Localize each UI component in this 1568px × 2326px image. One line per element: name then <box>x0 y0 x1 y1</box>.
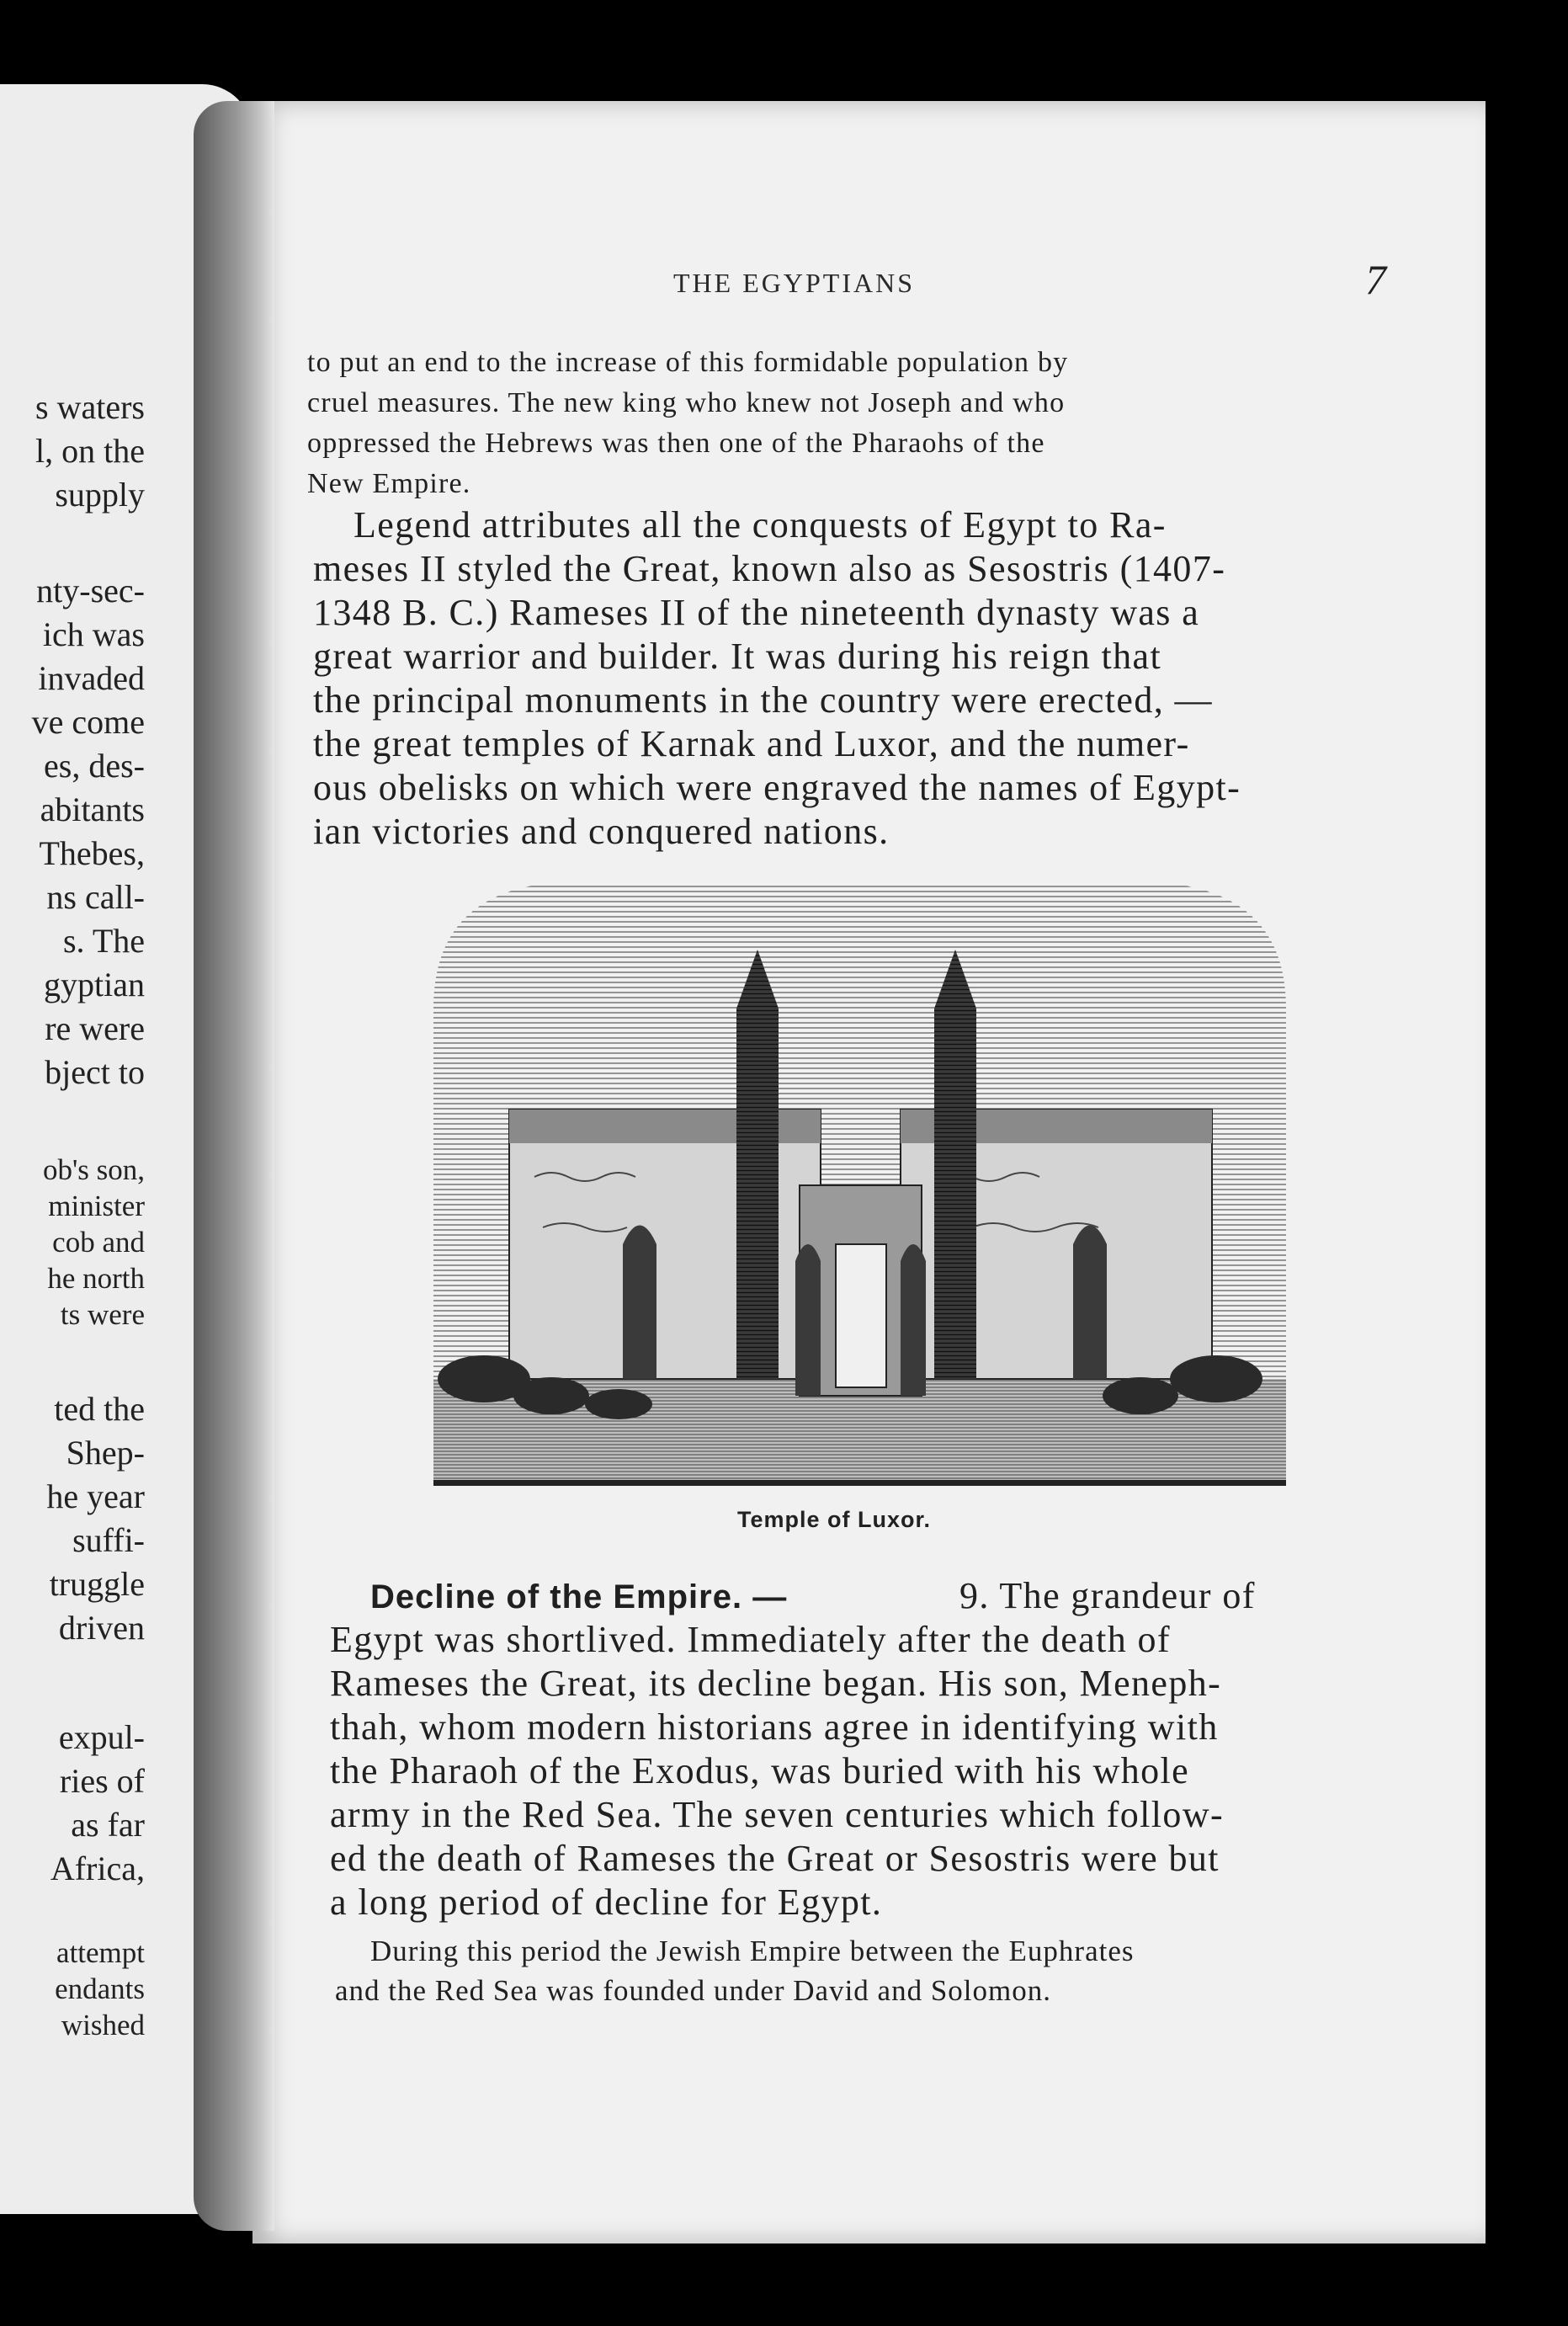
left-page-line: re were <box>45 1009 145 1047</box>
center-left-statue <box>795 1244 821 1396</box>
left-page-line: cob and <box>52 1226 145 1259</box>
left-page-line: Thebes, <box>39 834 145 872</box>
page-number: 7 <box>1365 256 1386 303</box>
paragraph-line: Egypt was shortlived. Immediately after the death of <box>330 1619 1171 1660</box>
left-page-line: endants <box>55 1972 145 2005</box>
left-page-line: minister <box>48 1190 145 1222</box>
left-page-line: Africa, <box>50 1850 145 1887</box>
intro-line: to put an end to the increase of this formidable population by <box>307 347 1069 378</box>
left-page-line: ve come <box>31 703 145 741</box>
left-statue <box>623 1226 656 1380</box>
left-page-line: driven <box>58 1609 145 1647</box>
left-page-line: he year <box>46 1477 145 1515</box>
left-page-line: gyptian <box>44 966 145 1003</box>
temple-of-luxor-engraving <box>433 874 1286 1486</box>
paragraph-line: ed the death of Rameses the Great or Sesostris were but <box>330 1838 1220 1879</box>
left-page-line: l, on the <box>35 432 145 470</box>
paragraph-line: a long period of decline for Egypt. <box>330 1882 883 1923</box>
paragraph-line: army in the Red Sea. The seven centuries which follow- <box>330 1794 1225 1835</box>
right-statue <box>1073 1226 1107 1380</box>
left-page-line: wished <box>61 2009 145 2041</box>
paragraph-line: 1348 B. C.) Rameses II of the nineteenth dynasty was a <box>313 592 1200 633</box>
note-line: During this period the Jewish Empire between the Euphrates <box>370 1935 1135 1967</box>
left-page-line: ich was <box>42 615 145 653</box>
left-page-line: ob's son, <box>42 1153 145 1186</box>
paragraph-line: thah, whom modern historians agree in identifying with <box>330 1706 1219 1748</box>
center-right-statue <box>901 1244 926 1396</box>
book-gutter <box>194 101 274 2231</box>
left-page-line: s waters <box>35 388 145 426</box>
left-page-line: truggle <box>49 1565 145 1603</box>
left-page-line: bject to <box>45 1053 145 1091</box>
left-page-line: s. The <box>62 922 145 960</box>
paragraph-line: the great temples of Karnak and Luxor, and the numer- <box>313 723 1190 764</box>
paragraph-line: great warrior and builder. It was during his reign that <box>313 636 1162 677</box>
left-page-line: abitants <box>40 790 145 828</box>
left-page-line: Shep- <box>66 1434 145 1472</box>
section-heading: Decline of the Empire. — <box>370 1578 788 1615</box>
paragraph-line: ian victories and conquered nations. <box>313 811 890 852</box>
paragraph-line: Rameses the Great, its decline began. His son, Meneph- <box>330 1663 1222 1704</box>
left-page-line: he north <box>47 1262 145 1295</box>
left-page-line: supply <box>55 476 145 514</box>
paragraph-line: the Pharaoh of the Exodus, was buried with his whole <box>330 1750 1190 1791</box>
left-page-line: expul- <box>58 1718 145 1756</box>
left-obelisk <box>736 950 779 1379</box>
left-page-line: nty-sec- <box>36 572 145 609</box>
intro-line: oppressed the Hebrews was then one of the Pharaohs of the <box>307 428 1045 459</box>
left-page-line: attempt <box>56 1936 145 1969</box>
running-head: THE EGYPTIANS <box>673 268 915 298</box>
left-page-line: ts were <box>60 1298 145 1331</box>
paragraph-line: 9. The grandeur of <box>959 1575 1256 1616</box>
gateway-opening <box>836 1244 886 1387</box>
intro-line: cruel measures. The new king who knew not Joseph and who <box>307 387 1066 418</box>
paragraph-line: meses II styled the Great, known also as Sesostris (1407- <box>313 548 1226 589</box>
left-page-line: as far <box>71 1806 145 1844</box>
paragraph-line: the principal monuments in the country were erected, — <box>313 679 1213 721</box>
left-page-line: invaded <box>38 659 145 697</box>
left-page-line: ted the <box>54 1390 145 1428</box>
paragraph-line: Legend attributes all the conquests of Egypt to Ra- <box>353 504 1167 546</box>
note-line: and the Red Sea was founded under David and Solomon. <box>335 1974 1052 2007</box>
figure-caption: Temple of Luxor. <box>737 1507 932 1532</box>
left-page-line: ries of <box>59 1762 145 1800</box>
left-page-line: ns call- <box>46 878 145 916</box>
paragraph-line: ous obelisks on which were engraved the names of Egypt- <box>313 767 1241 808</box>
left-page-line: suffi- <box>72 1521 145 1559</box>
right-obelisk <box>934 950 976 1379</box>
left-page-line: es, des- <box>44 747 145 785</box>
intro-line: New Empire. <box>307 468 471 499</box>
